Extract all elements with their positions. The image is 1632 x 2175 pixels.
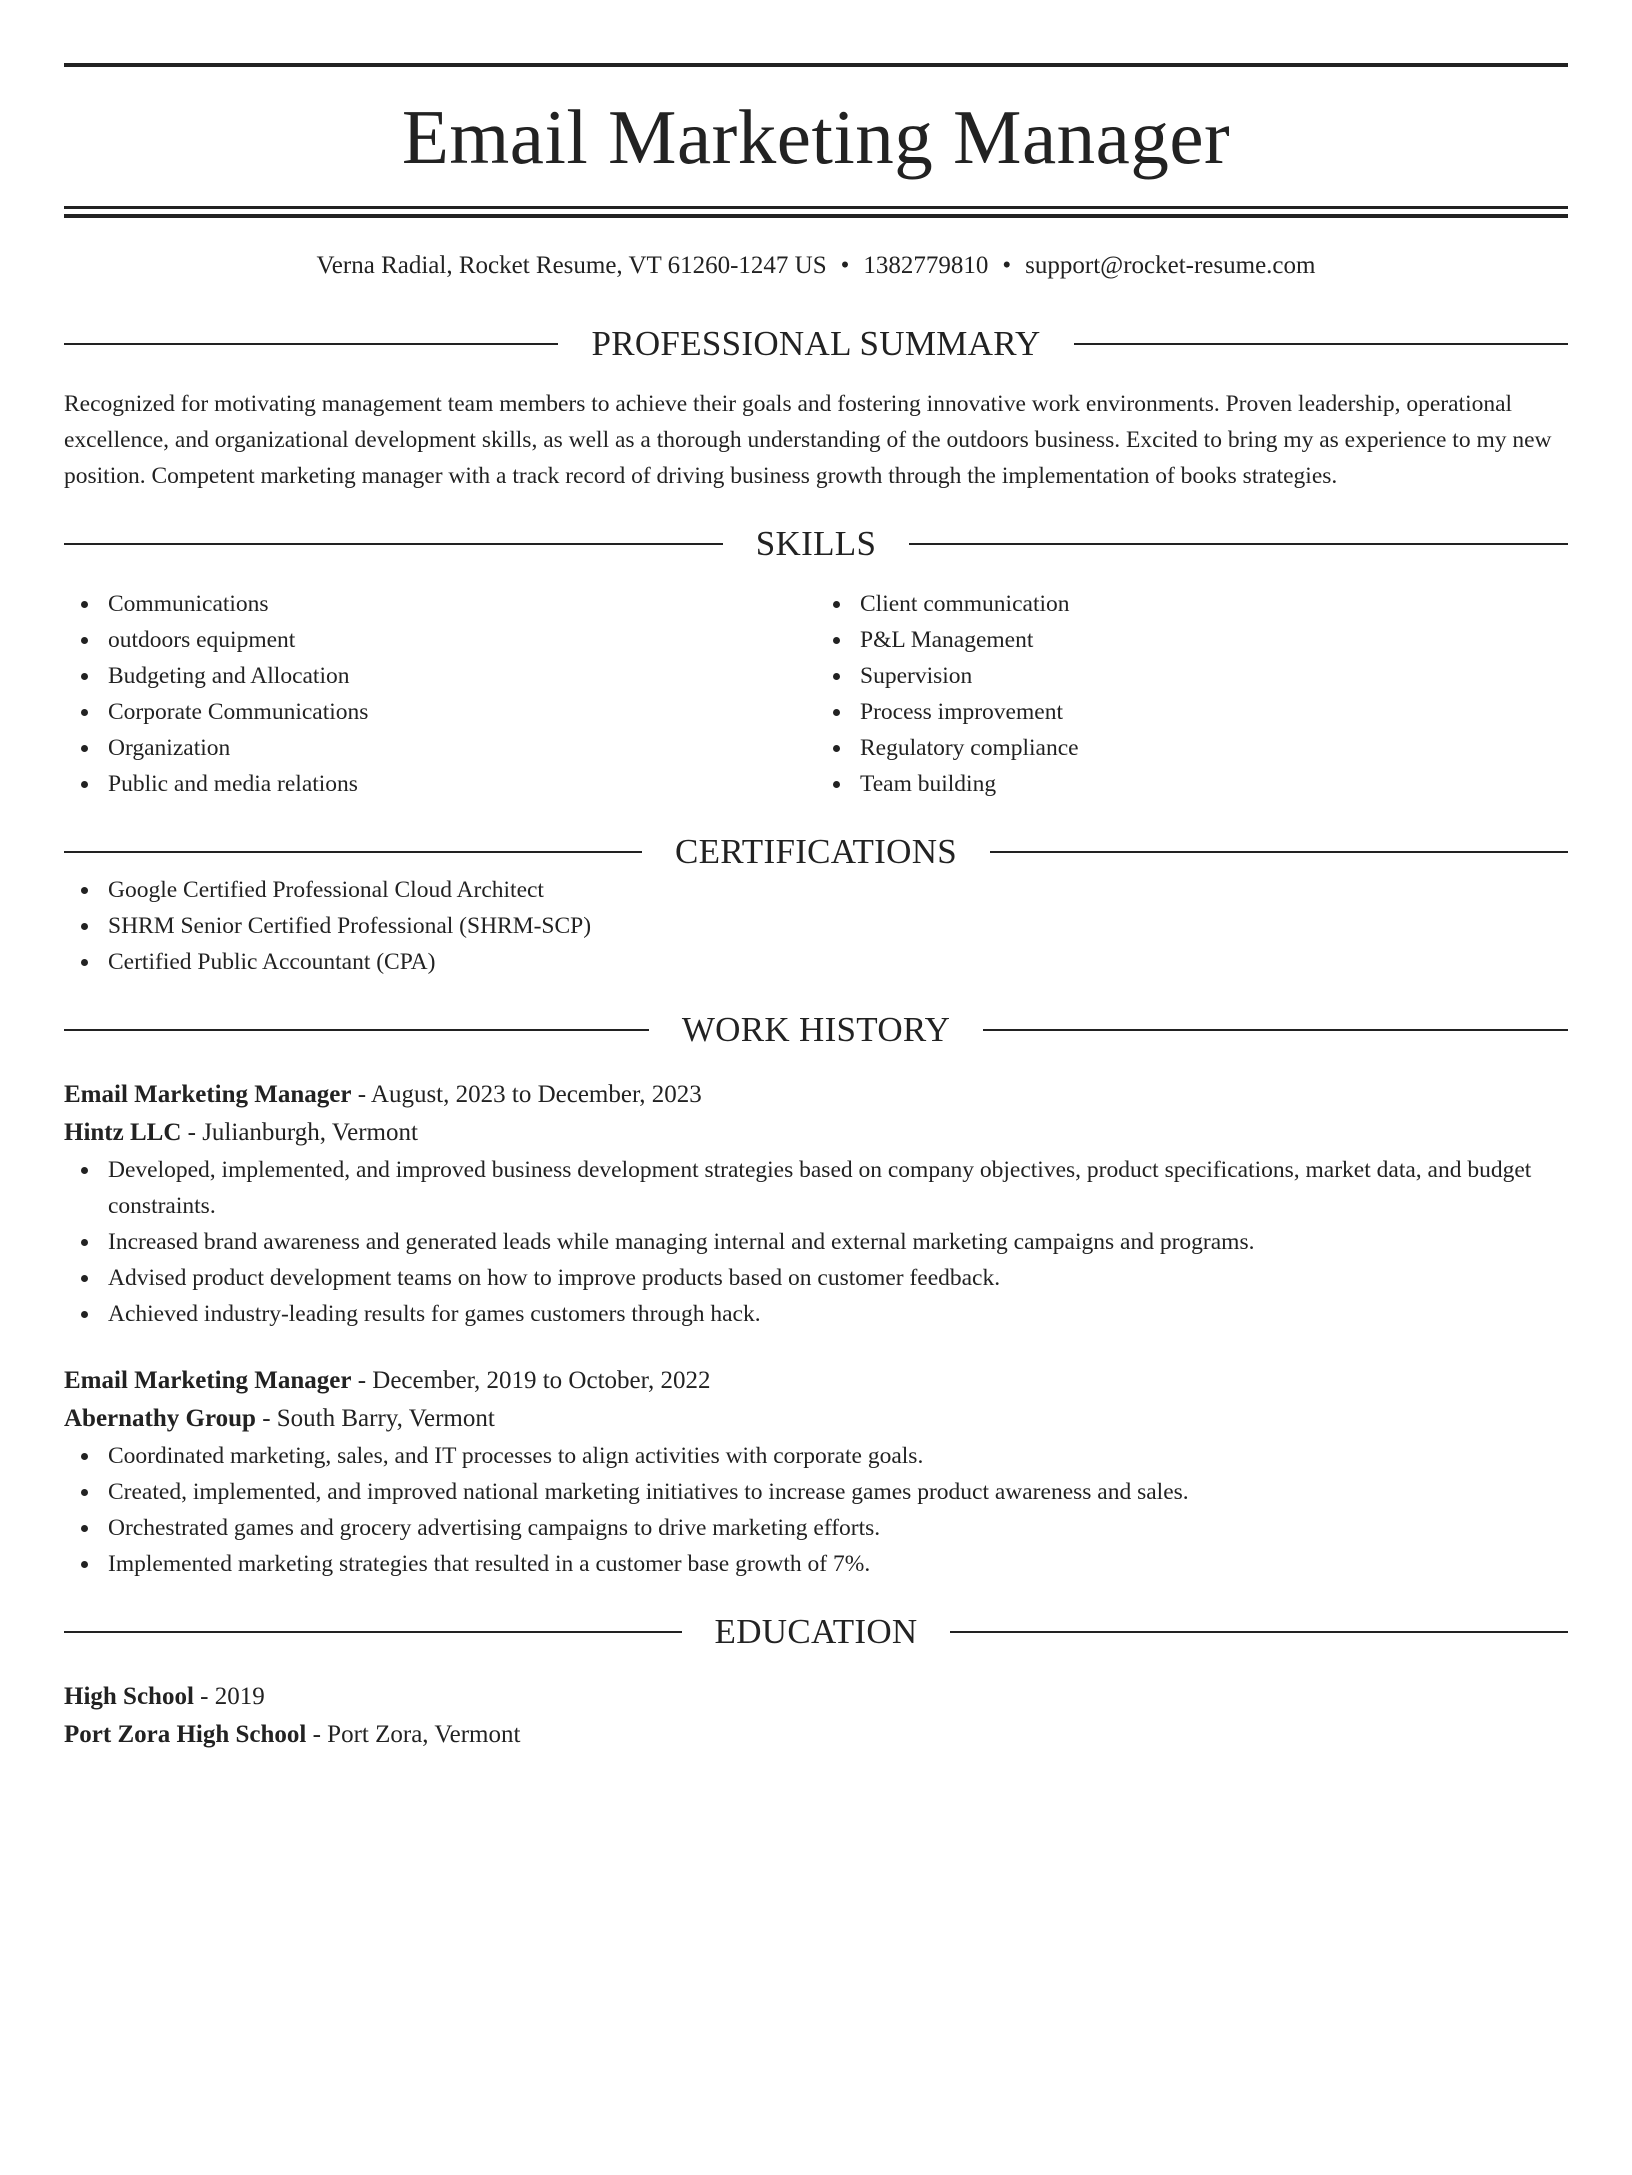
skills-grid [64,586,1568,802]
contact-phone: 1382779810 [863,252,989,279]
job-location: - South Barry, Vermont [255,1405,495,1432]
skill-item: P&L Management [860,622,1568,658]
certification-item: SHRM Senior Certified Professional (SHRM-SCP) [108,908,1568,944]
section-header-certifications [64,832,1568,872]
skills-list [816,586,1568,802]
job-bullet: Developed, implemented, and improved business development strategies based on company objectives, product specifications, market data, and budget constraints. [108,1152,1568,1224]
top-rule [64,63,1568,67]
job-dates: - August, 2023 to December, 2023 [351,1081,702,1108]
section-rule [64,1631,682,1633]
section-rule [1074,343,1568,345]
job-title: Email Marketing Manager [64,1367,352,1394]
certification-item: Certified Public Accountant (CPA) [108,944,1568,980]
section-rule [64,1029,649,1031]
job-bullet: Coordinated marketing, sales, and IT processes to align activities with corporate goals. [108,1438,1568,1474]
certifications-list [64,872,1568,980]
skill-item: Organization [108,730,816,766]
skill-item: Budgeting and Allocation [108,658,816,694]
job-title-line [64,1076,1568,1114]
skill-item: Corporate Communications [108,694,816,730]
education-year: - 2019 [193,1683,265,1710]
skills-column-right [816,586,1568,802]
title-double-rule [64,206,1568,218]
job-bullets [64,1152,1568,1332]
skill-item: Supervision [860,658,1568,694]
contact-email: support@rocket-resume.com [1025,252,1316,279]
job-company: Abernathy Group [64,1405,256,1432]
skill-item: Regulatory compliance [860,730,1568,766]
education-school-line [64,1716,1568,1754]
section-rule [909,543,1568,545]
summary-text: Recognized for motivating management team members to achieve their goals and fostering innovative work environments. Proven leadership, operational excellence, and organizational development skills, as well as a thorough understanding of the outdoors business. Excited to bring my as experience to my new position. Competent marketing manager with a track record of driving business growth through the implementation of books strategies. [64,391,1552,489]
section-rule [950,1631,1568,1633]
education-degree: High School [64,1683,194,1710]
skill-item: Client communication [860,586,1568,622]
contact-address: Verna Radial, Rocket Resume, VT 61260-1247 US [316,252,827,279]
skill-item: Public and media relations [108,766,816,802]
job-bullet: Orchestrated games and grocery advertising campaigns to drive marketing efforts. [108,1510,1568,1546]
contact-line [64,250,1568,282]
section-header-summary [64,324,1568,364]
job-title: Email Marketing Manager [64,1081,352,1108]
job-bullet: Implemented marketing strategies that resulted in a customer base growth of 7%. [108,1546,1568,1582]
skill-item: Communications [108,586,816,622]
contact-separator: • [840,252,850,279]
section-title: SKILLS [755,524,877,563]
job-bullet: Created, implemented, and improved national marketing initiatives to increase games product awareness and sales. [108,1474,1568,1510]
job-entry [64,1076,1568,1332]
section-rule [990,851,1568,853]
job-bullet: Increased brand awareness and generated leads while managing internal and external marketing campaigns and programs. [108,1224,1568,1260]
job-bullet: Achieved industry-leading results for games customers through hack. [108,1296,1568,1332]
skills-column-left [64,586,816,802]
education-location: - Port Zora, Vermont [306,1721,521,1748]
job-location: - Julianburgh, Vermont [181,1119,418,1146]
section-rule [64,343,558,345]
section-header-skills [64,524,1568,564]
section-rule [64,851,642,853]
certification-item: Google Certified Professional Cloud Architect [108,872,1568,908]
skill-item: Process improvement [860,694,1568,730]
section-rule [64,543,723,545]
job-dates: - December, 2019 to October, 2022 [351,1367,711,1394]
section-header-work-history [64,1010,1568,1050]
section-title: CERTIFICATIONS [674,832,958,871]
section-title: WORK HISTORY [681,1010,951,1049]
job-company: Hintz LLC [64,1119,182,1146]
job-entry [64,1362,1568,1582]
education-school: Port Zora High School [64,1721,307,1748]
resume-title: Email Marketing Manager [401,94,1231,180]
skill-item: outdoors equipment [108,622,816,658]
section-rule [983,1029,1568,1031]
education-entry [64,1678,1568,1754]
job-bullets [64,1438,1568,1582]
skill-item: Team building [860,766,1568,802]
section-header-education [64,1612,1568,1652]
section-title: PROFESSIONAL SUMMARY [591,324,1041,363]
job-bullet: Advised product development teams on how to improve products based on customer feedback. [108,1260,1568,1296]
resume-page [0,63,1632,2175]
skills-list [64,586,816,802]
contact-separator: • [1002,252,1012,279]
job-title-line [64,1362,1568,1400]
section-title: EDUCATION [714,1612,918,1651]
education-degree-line [64,1678,1568,1716]
job-company-line [64,1114,1568,1152]
job-company-line [64,1400,1568,1438]
